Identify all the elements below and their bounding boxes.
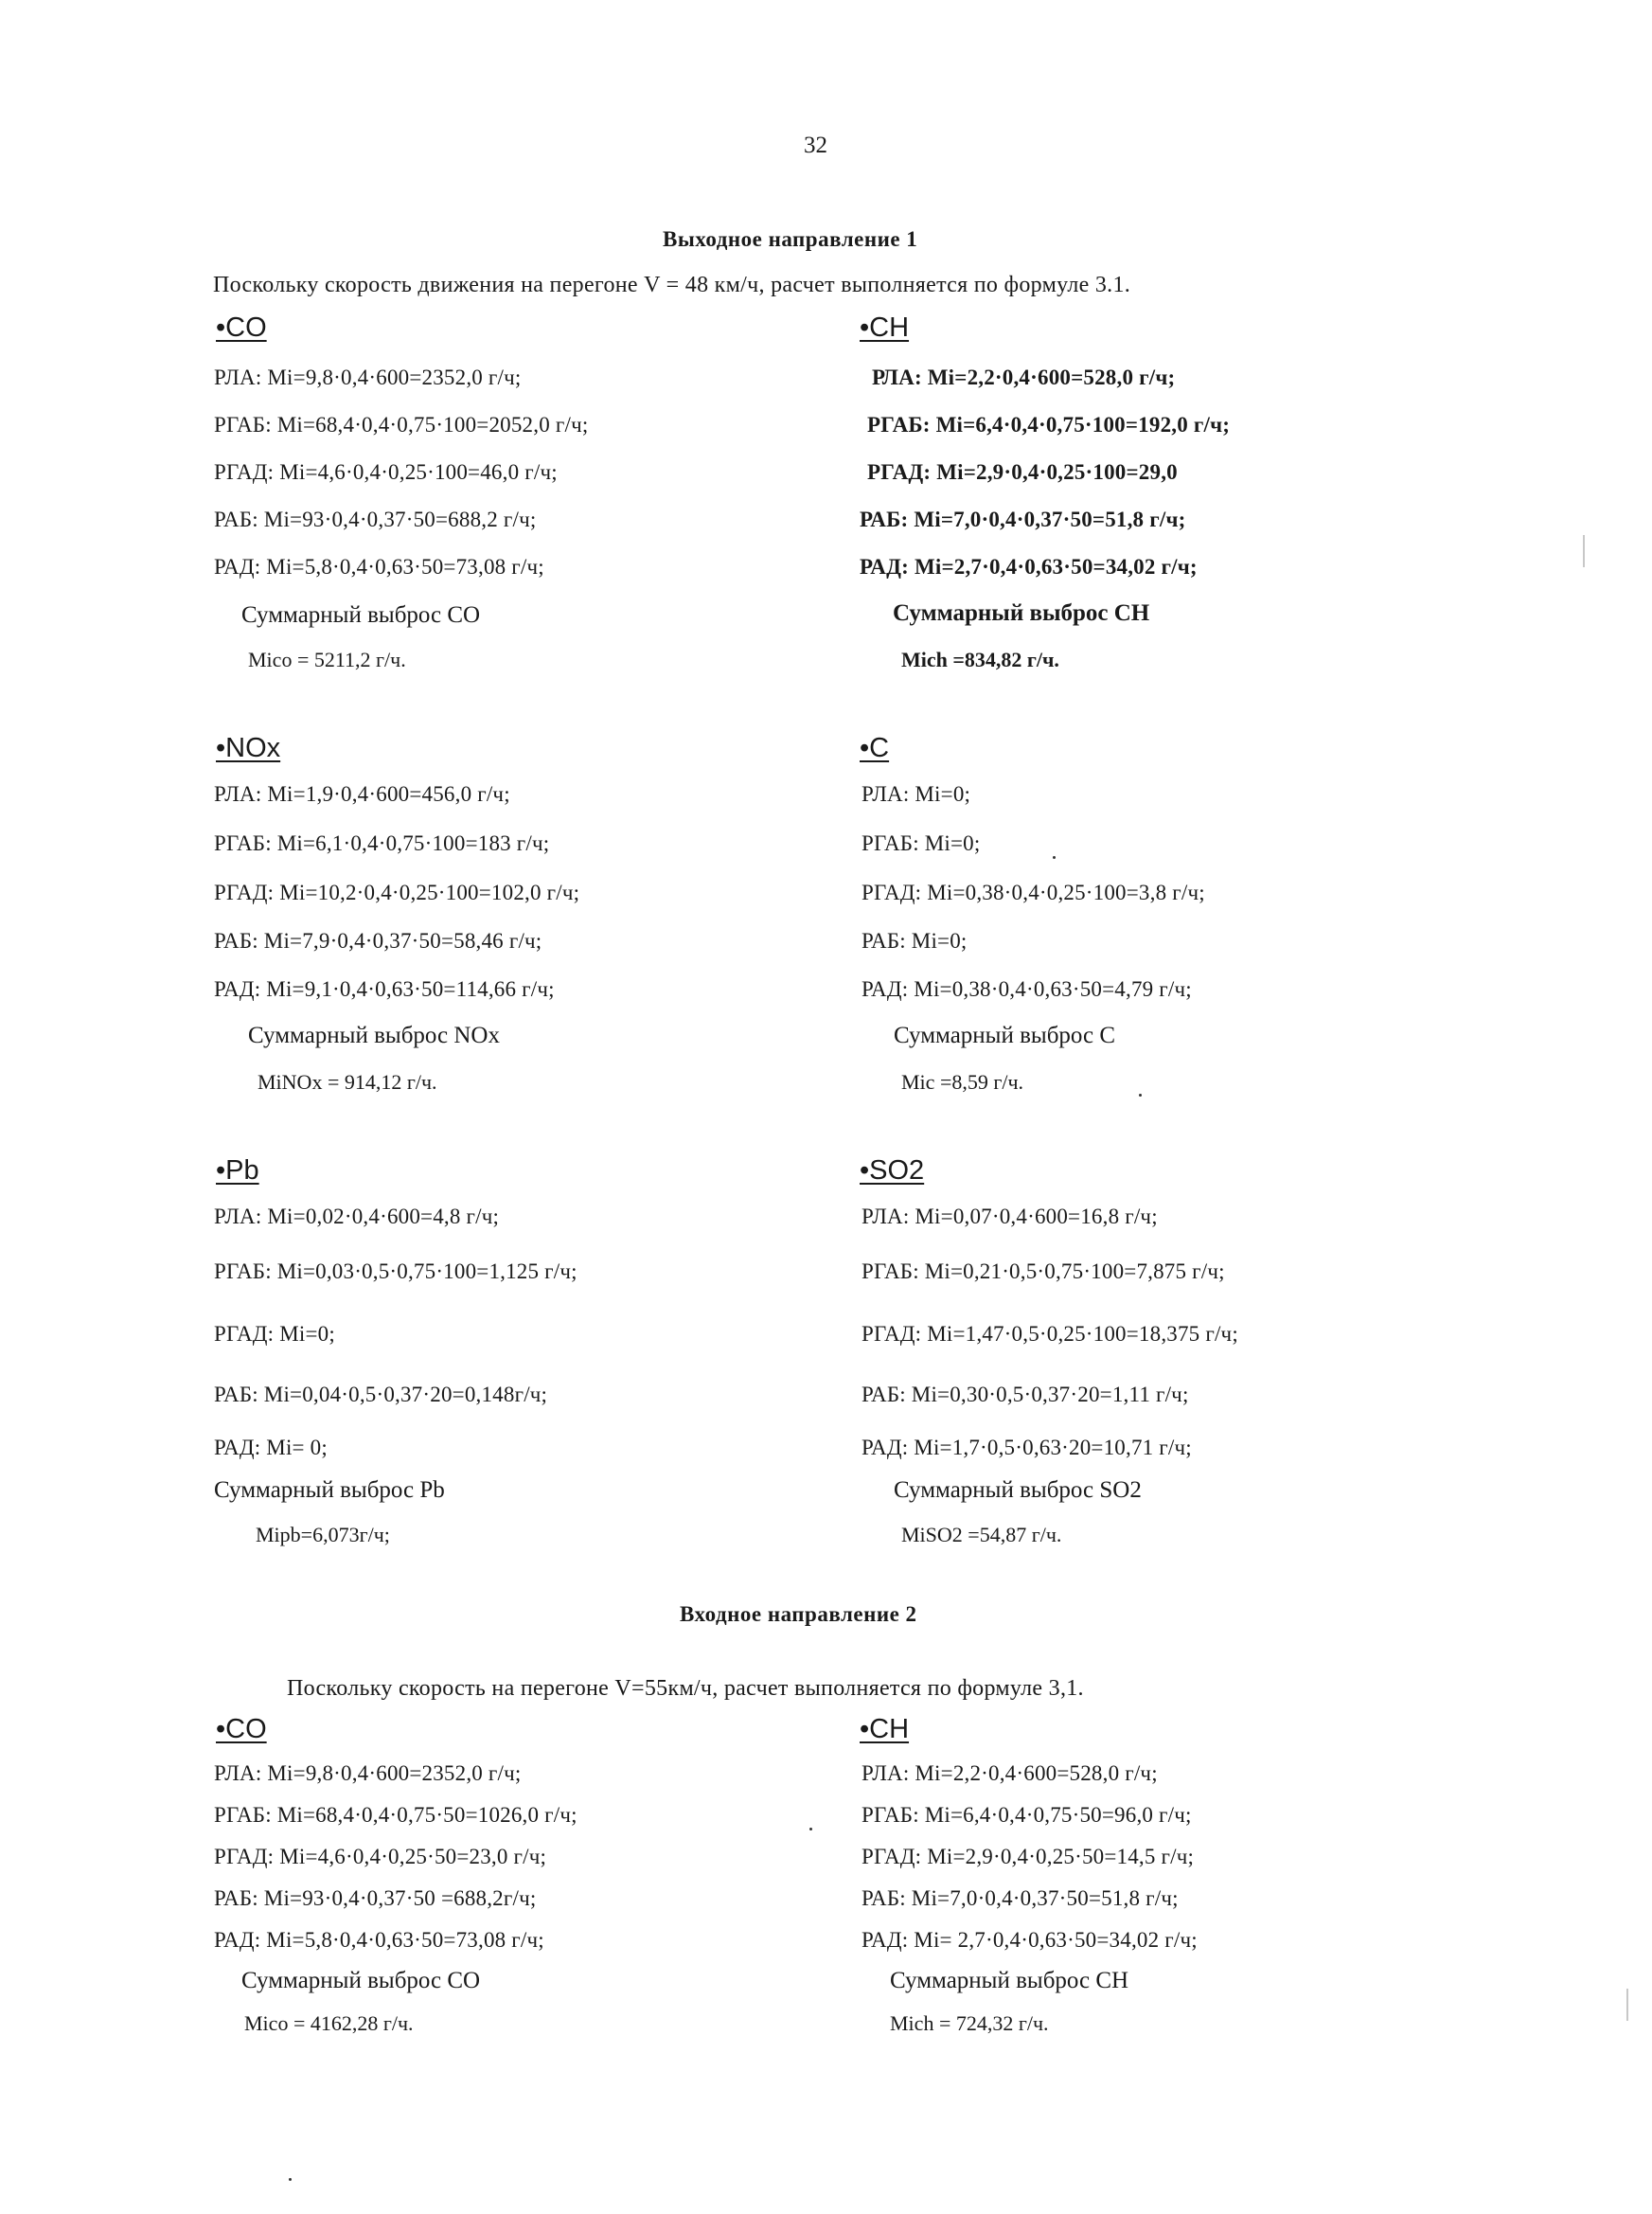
calc-line: РЛА: Mi=0;: [862, 782, 971, 806]
calc-line: РАБ: Mi=7,0·0,4·0,37·50=51,8 г/ч;: [862, 1886, 1179, 1910]
calc-line: РГАД: Mi=4,6·0,4·0,25·50=23,0 г/ч;: [214, 1845, 547, 1868]
calc-line: РЛА: Mi=0,02·0,4·600=4,8 г/ч;: [214, 1205, 500, 1228]
sum-value: Mich = 724,32 г/ч.: [890, 2011, 1049, 2035]
calc-line: РГАБ: Mi=6,1·0,4·0,75·100=183 г/ч;: [214, 831, 550, 855]
calc-line: РГАБ: Mi=68,4·0,4·0,75·100=2052,0 г/ч;: [214, 413, 589, 437]
speck: [1139, 1094, 1142, 1097]
calc-line: РАД: Mi=1,7·0,5·0,63·20=10,71 г/ч;: [862, 1436, 1192, 1459]
calc-line: РАД: Mi=5,8·0,4·0,63·50=73,08 г/ч;: [214, 1928, 544, 1952]
calc-line: РГАД: Mi=2,9·0,4·0,25·50=14,5 г/ч;: [862, 1845, 1195, 1868]
calc-line: РЛА: Mi=2,2·0,4·600=528,0 г/ч;: [872, 366, 1176, 389]
so2-title: •SO2: [860, 1155, 925, 1186]
sum-label: Суммарный выброс C: [894, 1023, 1116, 1048]
sum-label: Суммарный выброс CO: [241, 602, 481, 628]
intro-paragraph-2: Поскольку скорость на перегоне V=55км/ч, расчет выполняется по формуле 3,1.: [287, 1676, 1084, 1701]
calc-line: РАД: Mi= 2,7·0,4·0,63·50=34,02 г/ч;: [862, 1928, 1198, 1952]
calc-line: РАД: Mi=9,1·0,4·0,63·50=114,66 г/ч;: [214, 977, 555, 1001]
speck: [1053, 856, 1056, 859]
calc-line: РАБ: Mi=0,04·0,5·0,37·20=0,148г/ч;: [214, 1383, 548, 1406]
calc-line: РАБ: Mi=0,30·0,5·0,37·20=1,11 г/ч;: [862, 1383, 1189, 1406]
sum-label: Суммарный выброс CH: [890, 1968, 1129, 1993]
calc-line: РГАД: Mi=2,9·0,4·0,25·100=29,0: [867, 460, 1178, 484]
ch-title: •CH: [860, 312, 910, 343]
calc-line: РГАБ: Mi=0,03·0,5·0,75·100=1,125 г/ч;: [214, 1259, 577, 1283]
calc-line: РАБ: Mi=0;: [862, 929, 968, 953]
calc-line: РЛА: Mi=2,2·0,4·600=528,0 г/ч;: [862, 1761, 1158, 1785]
calc-line: РГАД: Mi=0,38·0,4·0,25·100=3,8 г/ч;: [862, 881, 1205, 904]
calc-line: РЛА: Mi=1,9·0,4·600=456,0 г/ч;: [214, 782, 510, 806]
page-number: 32: [804, 133, 827, 158]
c-title: •C: [860, 733, 890, 763]
calc-line: РАД: Mi=0,38·0,4·0,63·50=4,79 г/ч;: [862, 977, 1192, 1001]
sum-label: Суммарный выброс CO: [241, 1968, 481, 1993]
co-title: •CO: [216, 312, 267, 343]
calc-line: РАБ: Mi=93·0,4·0,37·50 =688,2г/ч;: [214, 1886, 537, 1910]
section-heading-2: Входное направление 2: [680, 1602, 917, 1626]
sum-value: Mich =834,82 г/ч.: [901, 648, 1059, 671]
calc-line: РАД: Mi= 0;: [214, 1436, 328, 1459]
pb-title: •Pb: [216, 1155, 259, 1186]
calc-line: РГАБ: Mi=68,4·0,4·0,75·50=1026,0 г/ч;: [214, 1803, 577, 1827]
calc-line: РЛА: Mi=9,8·0,4·600=2352,0 г/ч;: [214, 1761, 522, 1785]
calc-line: РГАД: Mi=1,47·0,5·0,25·100=18,375 г/ч;: [862, 1322, 1238, 1346]
speck: [289, 2178, 292, 2181]
sum-value: Mico = 5211,2 г/ч.: [248, 648, 406, 671]
calc-line: РГАД: Mi=4,6·0,4·0,25·100=46,0 г/ч;: [214, 460, 558, 484]
calc-line: РГАБ: Mi=6,4·0,4·0,75·50=96,0 г/ч;: [862, 1803, 1192, 1827]
speck: [809, 1828, 812, 1830]
sum-value: MiNOx = 914,12 г/ч.: [258, 1070, 437, 1094]
sum-label: Суммарный выброс SO2: [894, 1477, 1142, 1503]
sum-value: Mipb=6,073г/ч;: [256, 1523, 390, 1546]
section-heading-1: Выходное направление 1: [663, 227, 918, 251]
calc-line: РАД: Mi=2,7·0,4·0,63·50=34,02 г/ч;: [860, 555, 1198, 579]
scan-mark: [1626, 1989, 1628, 2021]
calc-line: РЛА: Mi=9,8·0,4·600=2352,0 г/ч;: [214, 366, 522, 389]
calc-line: РГАБ: Mi=0,21·0,5·0,75·100=7,875 г/ч;: [862, 1259, 1225, 1283]
calc-line: РГАБ: Mi=0;: [862, 831, 981, 855]
calc-line: РГАД: Mi=10,2·0,4·0,25·100=102,0 г/ч;: [214, 881, 580, 904]
sum-label: Суммарный выброс NOx: [248, 1023, 500, 1048]
calc-line: РАБ: Mi=93·0,4·0,37·50=688,2 г/ч;: [214, 508, 537, 531]
calc-line: РГАБ: Mi=6,4·0,4·0,75·100=192,0 г/ч;: [867, 413, 1231, 437]
nox-title: •NOx: [216, 733, 281, 763]
scan-mark: [1583, 535, 1585, 567]
sum-label: Суммарный выброс Pb: [214, 1477, 445, 1503]
sum-value: Mic =8,59 г/ч.: [901, 1070, 1024, 1094]
calc-line: РАБ: Mi=7,0·0,4·0,37·50=51,8 г/ч;: [860, 508, 1186, 531]
calc-line: РАБ: Mi=7,9·0,4·0,37·50=58,46 г/ч;: [214, 929, 542, 953]
calc-line: РАД: Mi=5,8·0,4·0,63·50=73,08 г/ч;: [214, 555, 544, 579]
calc-line: РГАД: Mi=0;: [214, 1322, 335, 1346]
intro-paragraph-1: Поскольку скорость движения на перегоне V = 48 км/ч, расчет выполняется по формуле 3.1.: [213, 273, 1131, 297]
sum-value: Mico = 4162,28 г/ч.: [244, 2011, 414, 2035]
sum-label: Суммарный выброс CH: [893, 600, 1150, 626]
ch-title: •CH: [860, 1714, 910, 1744]
sum-value: MiSO2 =54,87 г/ч.: [901, 1523, 1062, 1546]
calc-line: РЛА: Mi=0,07·0,4·600=16,8 г/ч;: [862, 1205, 1158, 1228]
co-title: •CO: [216, 1714, 267, 1744]
